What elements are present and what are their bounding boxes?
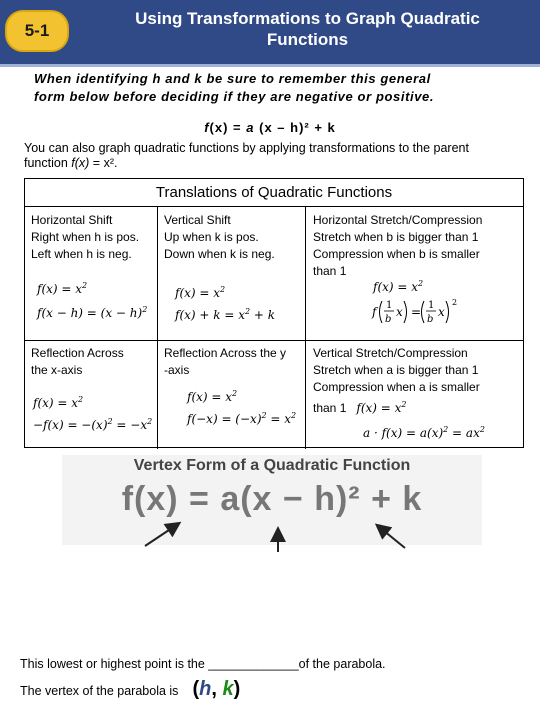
vertex-form-formula: f(x) = a(x − h)² + k	[121, 480, 423, 518]
eq-tail: + k	[250, 308, 276, 322]
svg-text:x: x	[396, 305, 403, 319]
paren-close: )	[233, 678, 241, 700]
general-form-f: f	[204, 120, 210, 135]
also-prefix: function	[24, 156, 72, 170]
svg-text:=: =	[411, 305, 422, 319]
cell-line: Horizontal Shift	[31, 213, 113, 227]
svg-text:b: b	[427, 314, 434, 325]
vertex-k: k	[222, 678, 234, 700]
general-form-eq: =	[228, 120, 247, 135]
cell-line: Left when h is neg.	[31, 247, 132, 261]
vertex-line	[20, 678, 240, 701]
table-title: Translations of Quadratic Functions	[25, 179, 523, 207]
cell-line: Stretch when a is bigger than 1	[313, 363, 479, 377]
intro-line-1: When identifying h and k be sure to remember this general	[34, 71, 431, 86]
cell-line: Compression when b is smaller	[313, 247, 480, 261]
intro-line-2: form below before deciding if they are negative or positive.	[34, 89, 435, 104]
equation: $f(x) = x^2$	[373, 279, 424, 294]
lesson-badge: 5-1	[5, 10, 69, 52]
eq-text: f(x) = x	[187, 390, 233, 404]
cell-line: Down when k is neg.	[164, 247, 275, 261]
general-form-x: (x)	[209, 120, 229, 135]
equation: $f(x) = x^2$	[37, 281, 88, 296]
also-func: f(x)	[71, 156, 90, 170]
title-line-2: Functions	[266, 30, 349, 49]
cell-line: Horizontal Stretch/Compression	[313, 213, 483, 227]
vertex-hk	[192, 678, 240, 701]
vertex-form-title: Vertex Form of a Quadratic Function	[133, 457, 411, 474]
eq-text: f(x) = x	[373, 280, 419, 294]
eq-text: f(x − h) = (x − h)	[37, 306, 143, 320]
cell-line: the x-axis	[31, 363, 83, 377]
svg-text:1: 1	[386, 300, 393, 311]
eq-text: f(x) + k = x	[175, 308, 245, 322]
svg-text:1: 1	[428, 300, 435, 311]
eq-text: −f(x) = −(x)	[33, 418, 108, 432]
vertex-h: h	[199, 678, 212, 700]
equation: $f(x) = x^2$	[187, 389, 238, 404]
svg-text:x: x	[438, 305, 445, 319]
equation: $a \cdot f(x) = a(x)^2 = ax^2$	[363, 425, 485, 440]
cell-line: than 1	[313, 264, 347, 278]
general-form-rest: (x – h)² + k	[254, 120, 336, 135]
svg-text:f: f	[372, 305, 377, 319]
arrow-to-k	[378, 526, 405, 548]
svg-text:2: 2	[452, 298, 458, 307]
eq-tail: = x	[266, 412, 292, 426]
equation: $f(x) = x^2$	[175, 285, 226, 300]
equation: $f(x - h) = (x - h)^2$	[37, 305, 148, 320]
svg-text:b: b	[385, 314, 392, 325]
eq-text: f(x) = x	[37, 282, 83, 296]
cell-line: Vertical Shift	[164, 213, 231, 227]
cell-line: -axis	[164, 363, 190, 377]
cell-line: Vertical Stretch/Compression	[313, 346, 468, 360]
cell-line-part: than 1	[313, 401, 347, 415]
general-form-a: a	[246, 120, 255, 135]
cell-line: Up when k is pos.	[164, 230, 259, 244]
arrow-to-a	[145, 524, 178, 546]
paren-open: (	[192, 678, 200, 700]
vertex-comma: ,	[211, 678, 223, 700]
also-line-1: You can also graph quadratic functions by applying transformations to the parent	[24, 141, 469, 155]
vertex-text: The vertex of the parabola is	[20, 684, 179, 698]
lowest-point-text: This lowest or highest point is the _____________of the parabola.	[20, 657, 386, 671]
equation: $-f(x) = -(x)^2 = -x^2$	[33, 417, 153, 432]
eq-text: f(−x) = (−x)	[187, 412, 262, 426]
cell-line: Reflection Across the y	[164, 346, 287, 360]
also-suffix: = x².	[89, 156, 118, 170]
eq-text: f(x) = x	[175, 286, 221, 300]
eq-tail: = ax	[448, 426, 480, 440]
equation: $f(-x) = (-x)^2 = x^2$	[187, 411, 297, 426]
cell-line: Right when h is pos.	[31, 230, 140, 244]
equation: $f(x) = x^2$	[356, 400, 407, 415]
title-line-1: Using Transformations to Graph Quadratic	[135, 9, 480, 28]
equation: $f(x) + k = x^2 + k$	[175, 307, 276, 322]
cell-line: Reflection Across	[31, 346, 124, 360]
eq-tail: = −x	[112, 418, 148, 432]
cell-line: Compression when a is smaller	[313, 380, 480, 394]
eq-text: a · f(x) = a(x)	[363, 426, 444, 440]
cell-line: Stretch when b is bigger than 1	[313, 230, 479, 244]
eq-text: f(x) = x	[33, 396, 79, 410]
equation: $f(x) = x^2$	[33, 395, 84, 410]
